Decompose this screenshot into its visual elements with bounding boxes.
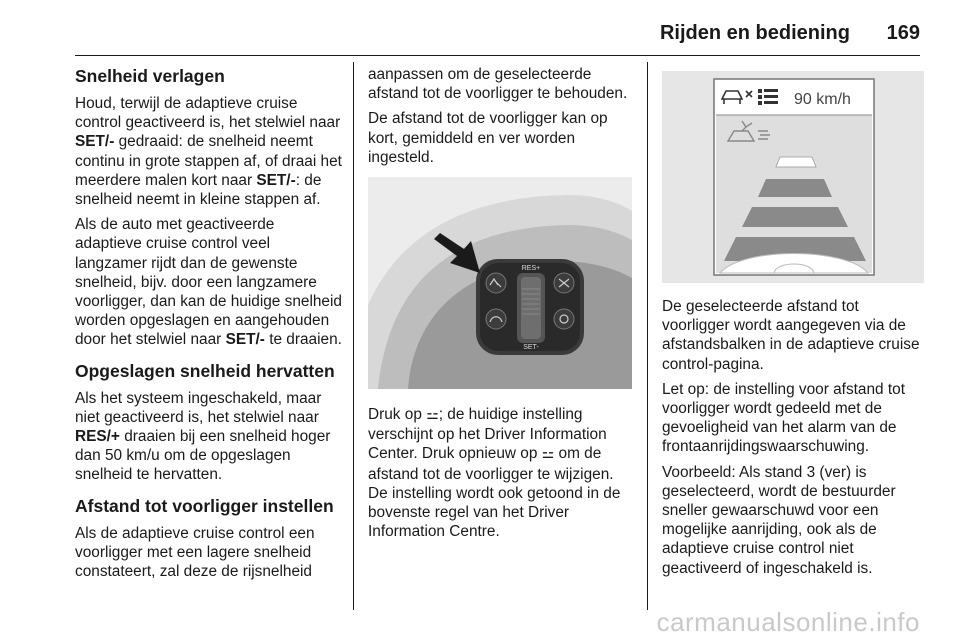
distance-icon: ⚍ (426, 407, 439, 424)
paragraph: Let op: de instelling voor afstand tot voorligger wordt gedeeld met de gevoeligheid van het alarm van de frontaanrijdingswaarschuwing. (662, 380, 905, 456)
wheel-label-set: SET- (523, 344, 539, 352)
heading-snelheid-verlagen: Snelheid verlagen (75, 66, 225, 86)
wheel-label-res: RES+ (521, 265, 541, 273)
paragraph: De afstand tot de voorligger kan op kort, gemiddeld en ver worden ingesteld. (368, 110, 608, 166)
heading-afstand-voorligger: Afstand tot voorligger instellen (75, 495, 334, 516)
steering-wheel-illustration (368, 177, 632, 389)
display-speed: 90 km/h (794, 91, 851, 108)
paragraph: Als de adaptieve cruise control een voorligger met een lagere snelheid constateert, zal deze de rijsnelheid (75, 524, 315, 581)
paragraph: Voorbeeld: Als stand 3 (ver) is geselecteerd, wordt de bestuurder sneller gewaarschuwd voor een mogelijke aanrijding, ook als de adaptieve cruise control niet geactiveerd of ingeschakeld is. (662, 463, 896, 577)
column-divider-2 (647, 62, 648, 610)
paragraph: Als het systeem ingeschakeld, maar niet geactiveerd is, het stelwiel naar RES/+ draaien bij een snelheid hoger dan 50 km/u om de opgeslagen snelheid te hervatten. (75, 389, 331, 484)
steering-wheel-figure (368, 177, 632, 389)
paragraph: Houd, terwijl de adaptieve cruise control geactiveerd is, het stelwiel naar SET/- gedraaid: de snelheid neemt continu in grote stappen af, of draai het meerdere malen kort naar SET/-: de snelheid neemt in kleine stappen af. (75, 95, 342, 209)
paragraph: Als de auto met geactiveerde adaptieve cruise control veel langzamer rijdt dan de gewenste snelheid, bijv. door een langzamere voorligger, dan kan de huidige snelheid worden opgeslagen en aangehouden door het stelwiel naar SET/- te draaien. (75, 216, 342, 349)
header-title: Rijden en bediening (659, 22, 850, 44)
paragraph: aanpassen om de geselecteerde afstand tot de voorligger te behouden. (368, 66, 628, 103)
heading-opgeslagen-snelheid: Opgeslagen snelheid hervatten (75, 360, 335, 381)
column-divider-1 (353, 62, 354, 610)
paragraph: De geselecteerde afstand tot voorligger wordt aangegeven via de afstandsbalken in de adaptieve cruise control-pagina. (662, 298, 920, 373)
paragraph: Druk op ⚍; de huidige instelling verschijnt op het Driver Information Center. Druk opnieuw op ⚍ om de afstand tot de voorligger te wijzigen. De instelling wordt ook getoond in de bovenste regel van het Driver Information Centre. (368, 406, 621, 541)
column-2 (368, 65, 636, 547)
acc-display-illustration (662, 71, 924, 283)
header-rule (75, 55, 920, 56)
column-3 (662, 65, 924, 584)
acc-display-figure (662, 71, 924, 283)
column-1 (75, 65, 343, 587)
distance-icon: ⚍ (541, 446, 555, 463)
watermark: carmanualsonline.info (656, 607, 920, 637)
page-number: 169 (886, 22, 920, 44)
